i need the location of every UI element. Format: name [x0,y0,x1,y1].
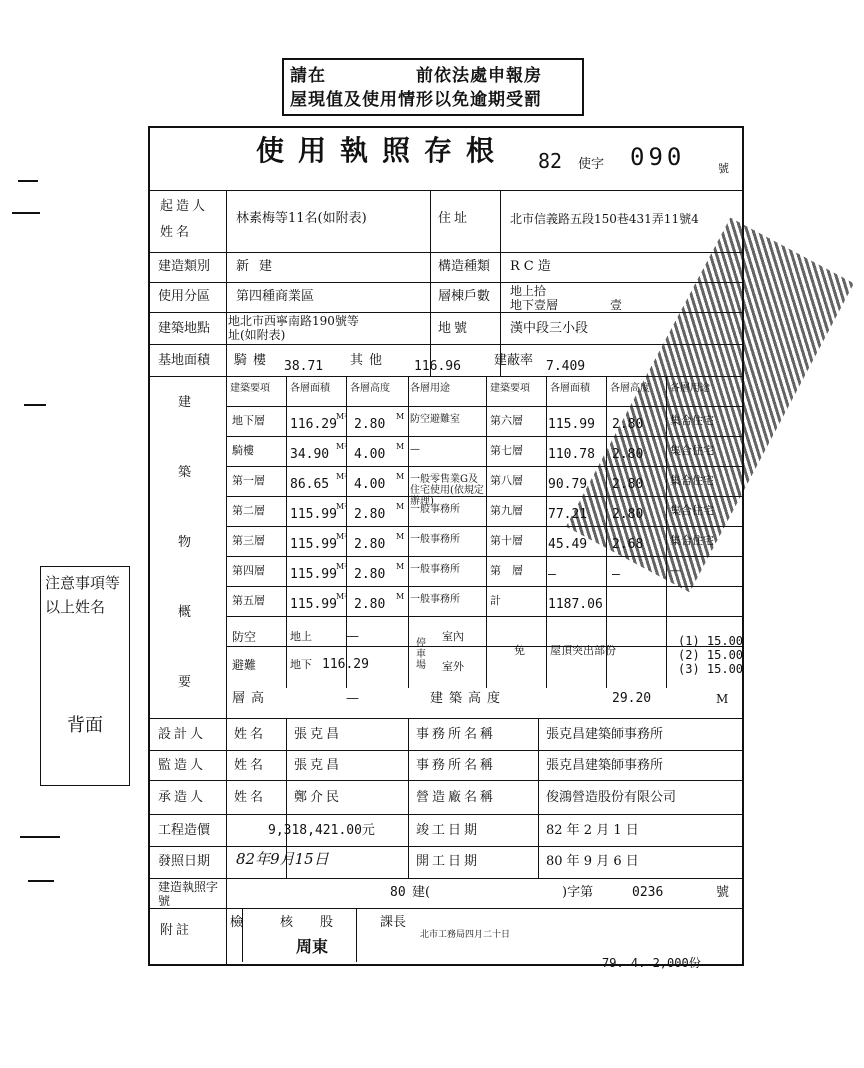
supervisor-name: 張克昌 [294,758,343,773]
form-title: 使用執照存根 [256,134,509,167]
unit-label: M [396,472,405,481]
coverage-label: 建蔽率 [494,353,534,368]
parking-free: 免 [514,644,525,657]
contractor-label: 承造人 [158,790,207,805]
scan-mark [12,212,40,214]
floor-height: 4.00 [354,477,386,492]
unit-label: M² [336,442,348,451]
floor-use: 集合住宅 [670,444,714,457]
floor-height: 2.80 [354,417,386,432]
floor-name: 計 [490,594,501,607]
notes-label: 附註 [160,923,193,938]
notes-seal: 周東 [296,937,329,956]
roof-label: 屋頂突出部份 [550,644,616,657]
designer-name-label: 姓名 [234,727,267,742]
floor-name: 第九層 [490,504,523,517]
building-section-char: 物 [178,535,192,550]
col-header: 各層高度 [350,383,390,394]
shelter-above-label: 地上 [290,630,312,643]
floor-name: 第六層 [490,414,523,427]
notes-col4: 課長 [380,915,407,930]
floor-name: 第一層 [232,474,265,487]
floor-area: 86.65 [290,477,330,492]
owner-label-1: 起造人 [160,199,209,214]
designer-office-label: 事務所名稱 [416,727,497,742]
unit-label: M² [336,532,348,541]
floors-below-num: 壹 [610,298,623,312]
floor-name: 第三層 [232,534,265,547]
owner-value: 林素梅等11名(如附表) [236,211,367,226]
other-label: 其他 [350,353,389,368]
floor-name: 地下層 [232,414,265,427]
build-type-value: 新建 [236,259,283,274]
cost-label: 工程造價 [158,823,211,838]
contractor-name: 鄭介民 [294,790,343,805]
floor-use: 防空避難室 [410,414,460,425]
notes-col3: 股 [320,915,334,930]
unit-label: M² [336,502,348,511]
address-label: 住址 [438,211,471,226]
col-header: 各層用途 [670,383,710,394]
floor-height: — [612,567,620,582]
permit-hao: 號 [718,162,729,175]
side-note [40,566,130,786]
unit-label: M² [336,562,348,571]
supervisor-office-label: 事務所名稱 [416,758,497,773]
col-header: 各層面積 [550,383,590,394]
floor-height: 2.80 [612,447,644,462]
floor-area: — [548,567,556,582]
unit-label: M² [336,412,348,421]
side-note-back: 背面 [67,715,103,736]
building-section-char: 要 [178,675,192,690]
permit-label: 建造執照字號 [158,880,219,908]
permit-ref-jian: 建( [412,885,431,900]
struct-label: 構造種類 [438,259,491,274]
shelter-label: 防空 [232,630,257,644]
shelter-above-value: — [346,629,359,644]
permit-number: 090 [630,143,686,171]
floor-area: 34.90 [290,447,330,462]
scan-mark [24,404,46,406]
floor-height: 2.68 [612,537,644,552]
col-header: 建築要項 [490,383,530,394]
floor-use: 集合住宅 [670,474,714,487]
building-section-char: 概 [178,605,192,620]
bldg-height-label: 建築高度 [430,691,507,706]
floor-height: 2.80 [612,507,644,522]
permit-ref-year: 80 [390,885,406,900]
floor-area: 116.29 [290,417,337,432]
permit-zi: 使字 [578,157,605,172]
arcade-label: 騎樓 [234,353,273,368]
site-value-2: 址(如附表) [228,328,286,342]
unit-label: M [396,532,405,541]
site-label: 建築地點 [158,321,211,336]
cost-value: 9,318,421.00元 [268,823,375,838]
floor-use: 集合住宅 [670,534,714,547]
building-section-char: 築 [178,465,192,480]
scan-mark [18,180,38,182]
floor-name: 騎樓 [232,444,254,457]
unit-label: M [396,442,405,451]
floors-label: 層棟戶數 [438,289,491,304]
col-header: 各層用途 [410,383,450,394]
floor-area: 1187.06 [548,597,603,612]
building-section-char: 建 [178,395,192,410]
floor-area: 115.99 [290,567,337,582]
floor-name: 第八層 [490,474,523,487]
floor-use: 集合住宅 [670,414,714,427]
notes-col2: 核 [280,915,294,930]
floors-above: 地上拾 [510,284,547,298]
floor-area: 90.79 [548,477,588,492]
coverage-value: 7.409 [546,359,586,374]
complete-date: 82 年 2 月 1 日 [546,823,639,838]
floor-height-value: — [346,691,359,706]
area-label: 基地面積 [158,353,211,368]
unit-label: M [716,692,729,706]
floor-height: 2.80 [612,417,644,432]
shelter-below-value: 116.29 [322,657,369,672]
lot-label: 地號 [438,321,471,336]
floor-area: 77.21 [548,507,588,522]
floor-use: — [670,564,681,577]
contractor-company-label: 營造廠名稱 [416,790,497,805]
owner-label-2: 姓名 [160,225,193,240]
designer-label: 設計人 [158,727,207,742]
supervisor-office: 張克昌建築師事務所 [546,758,664,773]
bldg-height-value: 29.20 [612,691,652,706]
zone-value: 第四種商業區 [236,289,315,304]
start-date: 80 年 9 月 6 日 [546,854,639,869]
build-type-label: 建造類別 [158,259,211,274]
floor-height: 4.00 [354,447,386,462]
issue-label: 發照日期 [158,854,211,869]
floor-area: 115.99 [290,537,337,552]
lot-value: 漢中段三小段 [510,321,589,336]
notes-col1: 檢 [230,915,244,930]
floor-name: 第十層 [490,534,523,547]
roof-value: (2) 15.00 [678,648,744,662]
address-value: 北市信義路五段150巷431弄11號4 [510,212,699,226]
site-value-1: 地北市西寧南路190號等 [228,314,359,328]
permit-ref-num: 0236 [632,885,664,900]
unit-label: M [396,502,405,511]
shelter-label: 避難 [232,658,257,672]
unit-label: M² [336,592,348,601]
floor-height: 2.80 [354,597,386,612]
floor-name: 第五層 [232,594,265,607]
supervisor-name-label: 姓名 [234,758,267,773]
unit-label: M [396,412,405,421]
designer-office: 張克昌建築師事務所 [546,727,664,742]
contractor-name-label: 姓名 [234,790,267,805]
floor-use: 一般事務所 [410,594,460,605]
floor-area: 115.99 [290,507,337,522]
complete-label: 竣工日期 [416,823,481,838]
floor-name: 第七層 [490,444,523,457]
contractor-company: 俊鴻營造股份有限公司 [546,790,677,805]
floor-height: 2.80 [354,567,386,582]
start-label: 開工日期 [416,854,481,869]
floor-name: 第 層 [490,564,523,577]
permit-year: 82 [538,149,563,173]
scan-mark [20,836,60,838]
print-note: 79. 4. 2,000份 [602,956,701,970]
struct-value: RC造 [510,259,555,274]
permit-ref-zi: )字第 [562,885,594,900]
unit-label: M² [336,472,348,481]
notice-stamp [282,58,584,116]
shelter-below-label: 地下 [290,658,312,671]
floor-height: 2.80 [612,477,644,492]
floor-area: 115.99 [290,597,337,612]
issue-value: 82年9月15日 [236,850,329,868]
floor-use: 集合住宅 [670,504,714,517]
unit-label: M [396,592,405,601]
floor-area: 45.49 [548,537,588,552]
supervisor-label: 監造人 [158,758,207,773]
permit-ref-hao: 號 [716,885,730,900]
designer-name: 張克昌 [294,727,343,742]
floor-use: 一般事務所 [410,504,460,515]
floors-below: 地下壹層 [510,298,559,312]
floor-area: 110.78 [548,447,595,462]
floor-use: 一般零售業G及住宅使用(依規定辦理) [410,474,484,507]
stamp-line-2: 屋現值及使用情形以免逾期受罰 [290,90,542,110]
permit-form [148,126,744,966]
floor-height: 2.80 [354,507,386,522]
floor-area: 115.99 [548,417,595,432]
parking-outdoor: 室外 [442,660,464,673]
floor-use: 一般事務所 [410,564,460,575]
notes-office: 北市工務局四月二十日 [420,930,511,940]
scan-mark [28,880,54,882]
arcade-value: 38.71 [284,359,324,374]
unit-label: M [396,562,405,571]
side-note-text: 注意事項等以上姓名 [45,574,121,616]
floor-name: 第二層 [232,504,265,517]
parking-label: 停車場 [416,638,426,671]
floor-name: 第四層 [232,564,265,577]
parking-indoor: 室內 [442,630,464,643]
floor-use: — [410,444,420,455]
col-header: 各層面積 [290,383,330,394]
col-header: 建築要項 [230,383,270,394]
other-value: 116.96 [414,359,461,374]
floor-use: 一般事務所 [410,534,460,545]
roof-value: (3) 15.00 [678,662,744,676]
floor-height-label: 層高 [232,691,271,706]
col-header: 各層高度 [610,383,650,394]
roof-value: (1) 15.00 [678,634,744,648]
floor-height: 2.80 [354,537,386,552]
zone-label: 使用分區 [158,289,211,304]
stamp-line-1: 請在 前依法處申報房 [290,66,542,86]
